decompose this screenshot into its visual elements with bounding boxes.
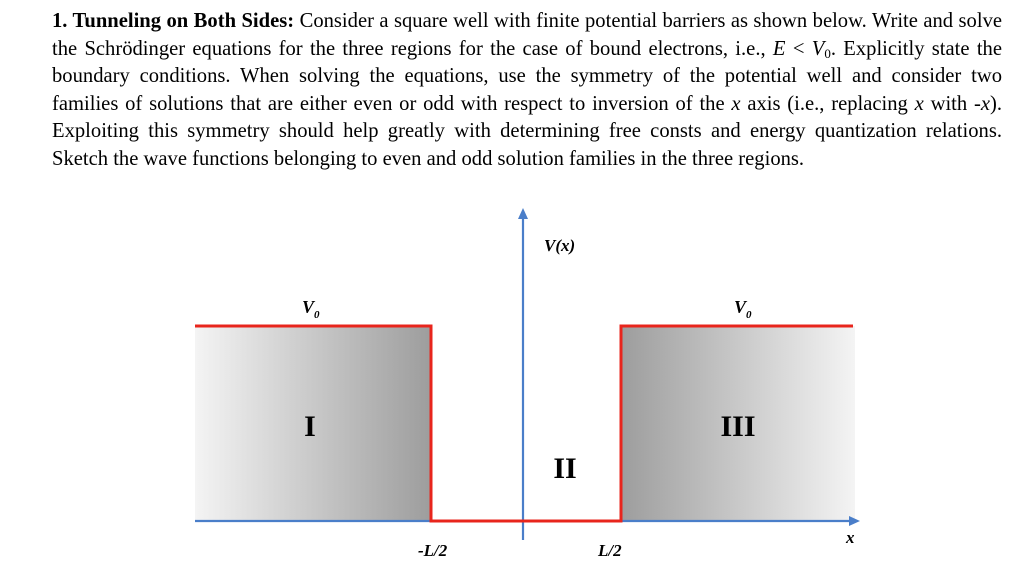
potential-symbol: V: [811, 37, 825, 60]
right-barrier-label: [734, 297, 752, 321]
x-axis-label: x: [846, 528, 855, 547]
neg-x-symbol: -x: [973, 92, 990, 115]
problem-text-5: ). Exploiting this symmetry should help greatly with determining free consts and energy quantization relations. Sketch the wave functions belonging to even and odd solution families in the three regions.: [52, 92, 1002, 170]
potential-subscript: 0: [824, 45, 831, 61]
problem-text-1: Consider a square well with finite potential barriers as shown below. Write and solve the Schrödinger equations for the three regions for the case of bound electrons, i.e.,: [52, 10, 1003, 60]
right-v: V: [734, 297, 747, 317]
problem-heading: 1. Tunneling on Both Sides:: [52, 10, 295, 32]
region-3-label: III: [720, 410, 756, 443]
energy-symbol: E: [772, 37, 786, 60]
less-than: <: [785, 37, 812, 60]
x-symbol: x: [731, 92, 741, 115]
x-symbol-2: x: [914, 92, 924, 115]
left-edge-label: -L/2: [418, 541, 448, 560]
problem-text-3: axis (i.e., replacing: [740, 92, 915, 115]
left-v: V: [302, 297, 315, 317]
left-barrier-label: [302, 297, 320, 321]
region-1-label: I: [304, 410, 316, 443]
right-v-sub: 0: [746, 309, 752, 321]
y-axis-arrowhead: [518, 208, 528, 219]
left-v-sub: 0: [314, 309, 320, 321]
problem-text-2: . Explicitly state the boundary conditions. When solving the equations, use the symmetry of the potential well and consider two families of solutions that are either even or odd with respect to inversion of the: [52, 37, 1002, 115]
region-2-label: II: [553, 452, 577, 485]
y-axis-label: V(x): [544, 236, 576, 255]
right-edge-label: L/2: [598, 541, 622, 560]
problem-text-4: with: [923, 92, 974, 115]
